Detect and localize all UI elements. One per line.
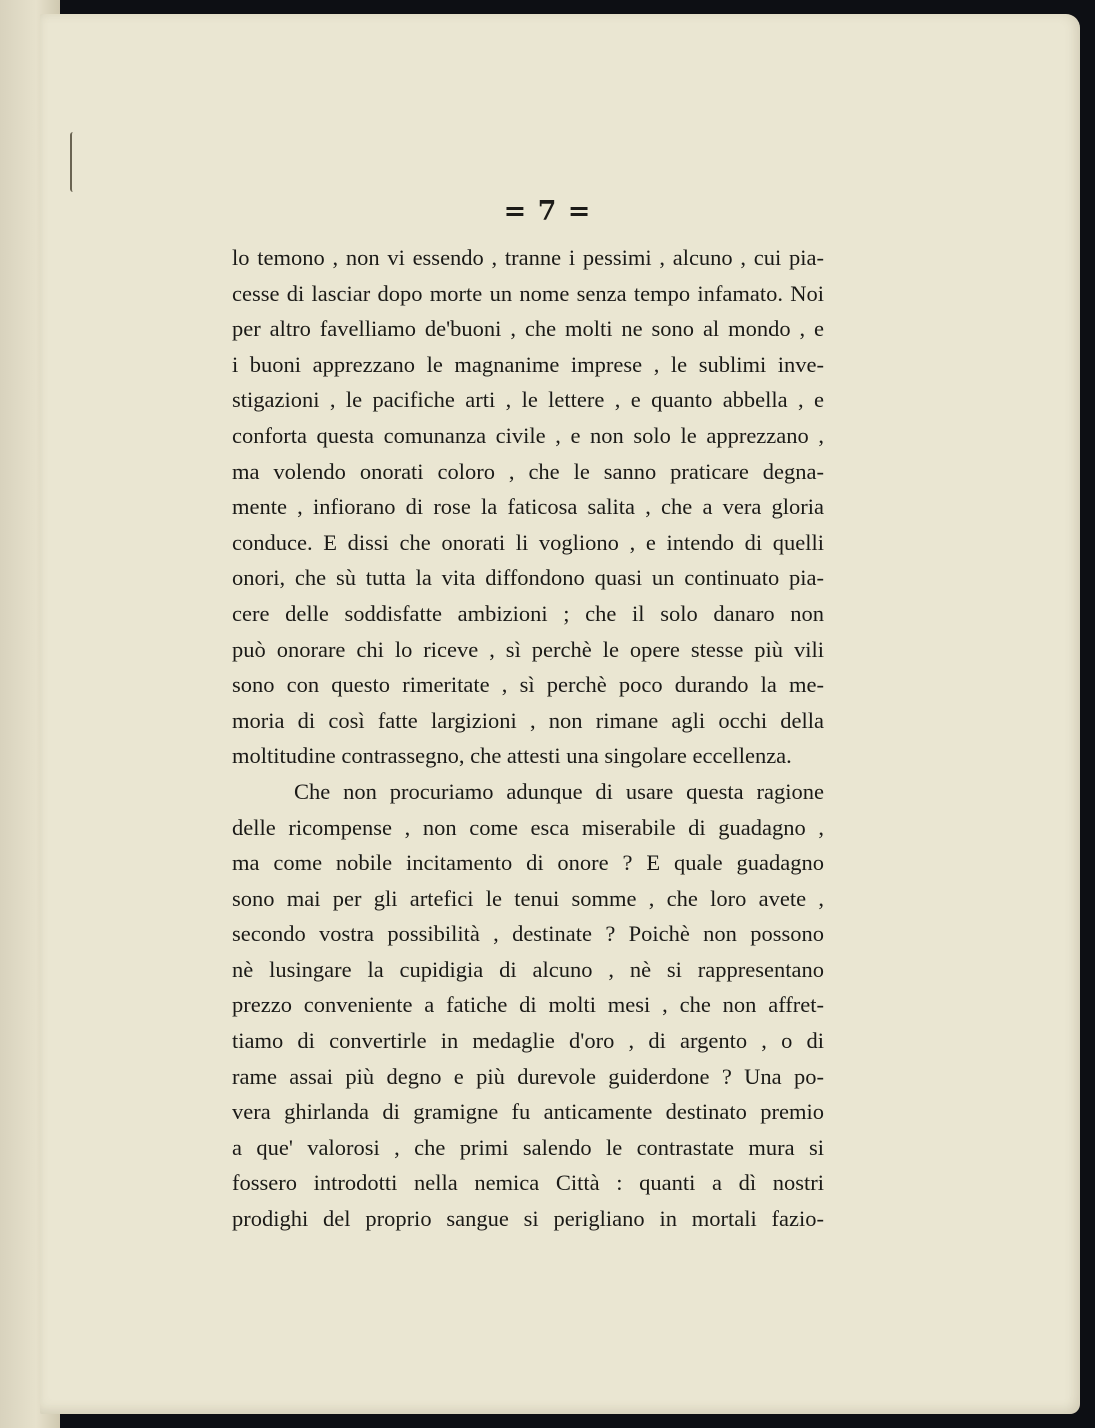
text-line: stigazioni , le pacifiche arti , le lettere , e quanto abbella , e [232,387,824,413]
text-line: cere delle soddisfatte ambizioni ; che il solo danaro non [232,600,824,626]
text-line: a que' valorosi , che primi salendo le contrastate mura si [232,1134,824,1160]
text-line: cesse di lasciar dopo morte un nome senza tempo infamato. Noi [232,280,824,306]
text-line: onori, che sù tutta la vita diffondono quasi un continuato pia- [232,565,824,591]
text-line: conduce. E dissi che onorati li vogliono , e intendo di quelli [232,529,824,555]
text-line: tiamo di convertirle in medaglie d'oro , di argento , o di [232,1028,824,1054]
text-line: ma come nobile incitamento di onore ? E quale guadagno [232,850,824,876]
text-line: vera ghirlanda di gramigne fu anticamente destinato premio [232,1099,824,1125]
text-line: ma volendo onorati coloro , che le sanno praticare degna- [232,458,824,484]
page-number: = 7 = [503,196,592,227]
text-line: lo temono , non vi essendo , tranne i pessimi , alcuno , cui pia- [232,245,824,270]
text-line: sono con questo rimeritate , sì perchè poco durando la me- [232,672,824,698]
text-line: conforta questa comunanza civile , e non solo le apprezzano , [232,422,824,448]
binding-mark [70,132,78,192]
text-line: sono mai per gli artefici le tenui somme , che loro avete , [232,885,824,911]
text-line: delle ricompense , non come esca miserabile di guadagno , [232,814,824,840]
text-line: prezzo conveniente a fatiche di molti mesi , che non affret- [232,992,824,1018]
text-line: prodighi del proprio sangue si perigliano in mortali fazio- [232,1206,824,1232]
text-line: nè lusingare la cupidigia di alcuno , nè si rappresentano [232,956,824,982]
text-line: mente , infiorano di rose la faticosa salita , che a vera gloria [232,494,824,520]
body-text [232,240,824,1237]
text-line: per altro favelliamo de'buoni , che molti ne sono al mondo , e [232,316,824,342]
text-line: può onorare chi lo riceve , sì perchè le opere stesse più vili [232,636,824,662]
paragraph-end-line: moltitudine contrassegno, che attesti una singolare eccellenza. [232,743,792,769]
text-line: fossero introdotti nella nemica Città : quanti a dì nostri [232,1170,824,1196]
text-line: i buoni apprezzano le magnanime imprese , le sublimi inve- [232,351,824,377]
text-line: moria di così fatte largizioni , non rimane agli occhi della [232,707,824,733]
text-line: rame assai più degno e più durevole guiderdone ? Una po- [232,1063,824,1089]
text-line: secondo vostra possibilità , destinate ? Poichè non possono [232,921,824,947]
paragraph-start-line: Che non procuriamo adunque di usare questa ragione [294,778,824,804]
